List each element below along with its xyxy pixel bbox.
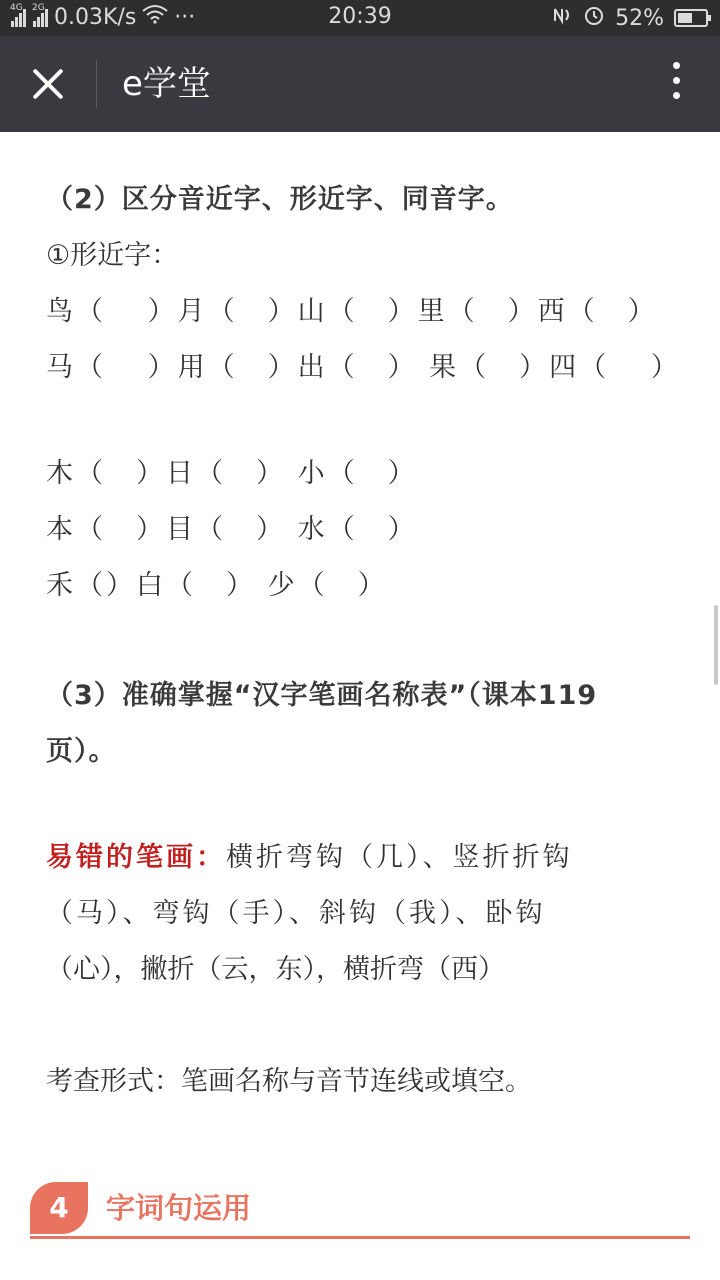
error-strokes-line1	[46, 838, 573, 878]
scrollbar[interactable]	[714, 605, 718, 685]
section-header	[30, 1178, 690, 1242]
error-strokes-line2: （马）、弯钩（手）、斜钩（我）、卧钩	[46, 898, 546, 929]
alarm-icon	[583, 4, 605, 32]
exercise-row: 木（ ）日（ ） 小（ ）	[46, 458, 418, 489]
subheading-similar-chars: ①形近字：	[46, 240, 179, 271]
battery-percent: 52%	[615, 5, 664, 31]
heading-3-line1: （3）准确掌握“汉字笔画名称表”（课本119	[46, 680, 598, 711]
heading-2: （2）区分音近字、形近字、同音字。	[46, 184, 514, 215]
exercise-row: 本（ ）目（ ） 水（ ）	[46, 514, 418, 545]
nfc-icon	[551, 5, 573, 31]
article-content	[0, 132, 720, 1280]
signal-icon-2: 2G	[32, 7, 48, 27]
status-bar	[0, 0, 720, 36]
error-strokes-label: 易错的笔画：	[46, 842, 226, 873]
section-divider	[30, 1236, 690, 1239]
nav-bar	[0, 36, 720, 132]
page-title: e学堂	[122, 64, 211, 104]
network-speed: 0.03K/s	[54, 4, 137, 30]
more-notifications-icon: ···	[174, 4, 196, 30]
heading-3-line2: 页）。	[46, 736, 117, 767]
clock: 20:39	[328, 4, 392, 29]
exercise-row: 禾（）白（ ） 少（ ）	[46, 570, 388, 601]
exam-form-text: 考查形式：笔画名称与音节连线或填空。	[46, 1066, 532, 1097]
error-strokes-text: 横折弯钩（几）、竖折折钩	[226, 842, 573, 873]
section-title: 字词句运用	[106, 1191, 252, 1225]
error-strokes-line3: （心），撇折（云，东），横折弯（西）	[46, 954, 505, 985]
exercise-row: 马（ ）用（ ）出（ ） 果（ ）四（ ）	[46, 352, 681, 383]
battery-icon	[674, 9, 708, 27]
exercise-row: 鸟（ ）月（ ）山（ ）里（ ）西（ ）	[46, 296, 658, 327]
close-button[interactable]	[24, 60, 72, 108]
more-options-button[interactable]	[670, 62, 682, 106]
nav-divider	[96, 60, 97, 108]
signal-icon: 4G	[10, 7, 26, 27]
section-number-badge: 4	[30, 1182, 88, 1234]
